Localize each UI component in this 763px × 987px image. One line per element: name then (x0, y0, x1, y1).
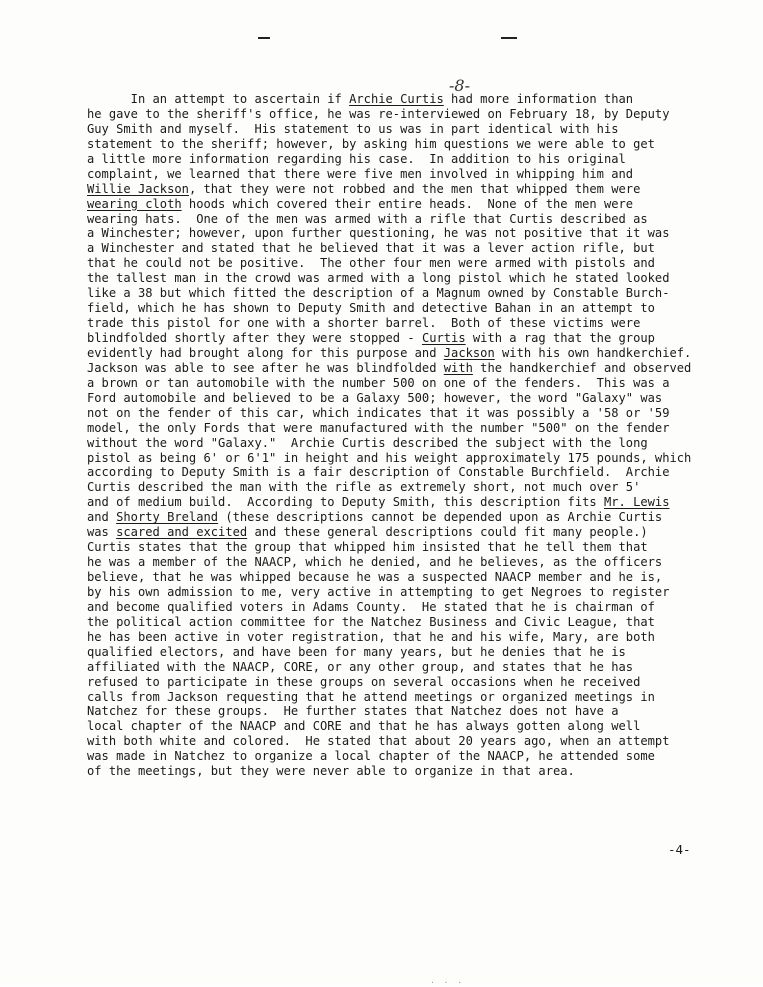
text-segment: model, the only Fords that were manufactured with the number "500" on the fender (87, 420, 670, 435)
bottom-scan-marks: · · · (430, 978, 465, 987)
text-segment: the political action committee for the Natchez Business and Civic League, that (87, 614, 655, 629)
text-segment: Jackson was able to see after he was blindfolded (87, 360, 444, 375)
text-line (87, 331, 727, 346)
text-line (87, 391, 727, 406)
text-segment: trade this pistol for one with a shorter barrel. Both of these victims were (87, 316, 641, 331)
text-line (87, 316, 727, 331)
text-segment: according to Deputy Smith is a fair description of Constable Burchfield. Archie (87, 465, 670, 480)
text-line (87, 660, 727, 675)
text-segment: believe, that he was whipped because he was a suspected NAACP member and he is, (87, 570, 663, 584)
page-number: -4- (668, 842, 691, 857)
text-segment: he gave to the sheriff's office, he was re-interviewed on February 18, by Deputy (87, 106, 670, 121)
text-segment: had more information than (443, 92, 634, 106)
underlined-text: scared and excited (116, 525, 248, 540)
underlined-text: Shorty Breland (116, 510, 219, 525)
text-line (87, 92, 727, 107)
text-segment: wearing hats. One of the men was armed with a rifle that Curtis described as (87, 211, 648, 226)
underlined-text: Archie Curtis (349, 92, 444, 106)
text-segment: and of medium build. According to Deputy Smith, this description fits (87, 495, 604, 510)
text-segment: Ford automobile and believed to be a Galaxy 500; however, the word "Galaxy" was (87, 390, 663, 405)
text-line (87, 690, 727, 705)
text-line (87, 271, 727, 286)
text-segment: field, which he has shown to Deputy Smith and detective Bahan in an attempt to (87, 301, 655, 316)
text-line (87, 421, 727, 436)
text-segment: blindfolded shortly after they were stopped - (87, 331, 422, 345)
text-line (87, 107, 727, 122)
text-line (87, 361, 727, 376)
text-segment: a little more information regarding his case. In addition to his original (87, 151, 626, 166)
text-line (87, 451, 727, 466)
text-line (87, 346, 727, 361)
text-line (87, 167, 727, 182)
text-segment: was (87, 525, 117, 540)
text-line (87, 764, 727, 779)
text-segment: with both white and colored. He stated that about 20 years ago, when an attempt (87, 734, 670, 749)
text-line (87, 286, 727, 301)
text-segment: pistol as being 6' or 6'1" in height and his weight approximately 175 pounds, which (87, 450, 692, 465)
text-segment: of the meetings, but they were never able to organize in that area. (87, 764, 575, 779)
text-line (87, 256, 727, 271)
text-line (87, 630, 727, 645)
text-line (87, 436, 727, 451)
underlined-text: with (443, 360, 473, 375)
text-line (87, 406, 727, 421)
text-line (87, 122, 727, 137)
text-segment: Natchez for these groups. He further states that Natchez does not have a (87, 704, 619, 719)
text-line (87, 197, 727, 212)
text-segment: with his own handkerchief. (494, 345, 692, 360)
text-line (87, 182, 727, 197)
text-segment: In an attempt to ascertain if (87, 92, 350, 106)
top-left-mark (258, 37, 270, 39)
underlined-text: Willie Jackson (87, 181, 189, 196)
text-segment: complaint, we learned that there were five men involved in whipping him and (87, 166, 634, 181)
text-segment: like a 38 but which fitted the description of a Magnum owned by Constable Burch- (87, 286, 670, 301)
text-segment: a Winchester; however, upon further questioning, he was not positive that it was (87, 226, 670, 241)
text-segment: not on the fender of this car, which indicates that it was possibly a '58 or '59 (87, 405, 670, 420)
text-segment: Curtis states that the group that whipped him insisted that he tell them that (87, 540, 648, 555)
text-segment: the handkerchief and observed (472, 360, 692, 375)
text-line (87, 495, 727, 510)
text-segment: he has been active in voter registration, that he and his wife, Mary, are both (87, 629, 655, 644)
text-line (87, 241, 727, 256)
underlined-text: Jackson (443, 345, 495, 360)
handwritten-page-mark: -8- (449, 76, 470, 95)
underlined-text: Mr. Lewis (603, 495, 670, 510)
text-line (87, 212, 727, 227)
text-line (87, 480, 727, 495)
text-segment: qualified electors, and have been for many years, but he denies that he is (87, 644, 626, 659)
text-segment: a Winchester and stated that he believed that it was a lever action rifle, but (87, 241, 655, 256)
text-segment: Curtis described the man with the rifle as extremely short, not much over 5' (87, 480, 641, 495)
text-line (87, 570, 727, 585)
text-segment: a brown or tan automobile with the number 500 on one of the fenders. This was a (87, 375, 670, 390)
text-line (87, 600, 727, 615)
text-line (87, 510, 727, 525)
text-line (87, 226, 727, 241)
text-segment: and become qualified voters in Adams County. He stated that he is chairman of (87, 599, 655, 614)
text-line (87, 555, 727, 570)
text-segment: the tallest man in the crowd was armed with a long pistol which he stated looked (87, 271, 670, 286)
text-line (87, 719, 727, 734)
text-line (87, 137, 727, 152)
text-segment: local chapter of the NAACP and CORE and that he has always gotten along well (87, 719, 641, 734)
text-segment: hoods which covered their entire heads. None of the men were (181, 196, 634, 211)
text-line (87, 585, 727, 600)
text-line (87, 465, 727, 480)
text-line (87, 376, 727, 391)
text-segment: calls from Jackson requesting that he attend meetings or organized meetings in (87, 689, 655, 704)
text-segment: affiliated with the NAACP, CORE, or any other group, and states that he has (87, 659, 634, 674)
text-segment: was made in Natchez to organize a local chapter of the NAACP, he attended some (87, 749, 655, 764)
text-segment: he was a member of the NAACP, which he denied, and he believes, as the officers (87, 555, 663, 570)
text-segment: by his own admission to me, very active in attempting to get Negroes to register (87, 584, 670, 599)
text-line (87, 152, 727, 167)
text-line (87, 301, 727, 316)
text-segment: statement to the sheriff; however, by asking him questions we were able to get (87, 136, 655, 151)
text-line (87, 704, 727, 719)
text-segment: and (87, 510, 117, 525)
text-line (87, 675, 727, 690)
text-segment: (these descriptions cannot be depended upon as Archie Curtis (218, 510, 663, 525)
underlined-text: wearing cloth (87, 196, 182, 211)
text-line (87, 749, 727, 764)
text-line (87, 615, 727, 630)
text-line (87, 734, 727, 749)
text-segment: refused to participate in these groups on several occasions when he received (87, 674, 641, 689)
text-line (87, 540, 727, 555)
top-right-mark (501, 37, 517, 39)
text-segment: Guy Smith and myself. His statement to us was in part identical with his (87, 121, 619, 136)
text-segment: with a rag that the group (465, 331, 655, 345)
text-segment: evidently had brought along for this purpose and (87, 345, 444, 360)
text-line (87, 645, 727, 660)
document-body (87, 92, 727, 779)
underlined-text: Curtis (421, 331, 466, 345)
text-segment: , that they were not robbed and the men that whipped them were (188, 181, 641, 196)
text-segment: and these general descriptions could fit many people.) (247, 525, 648, 540)
text-segment: without the word "Galaxy." Archie Curtis described the subject with the long (87, 435, 648, 450)
text-line (87, 525, 727, 540)
text-segment: that he could not be positive. The other four men were armed with pistols and (87, 256, 655, 271)
